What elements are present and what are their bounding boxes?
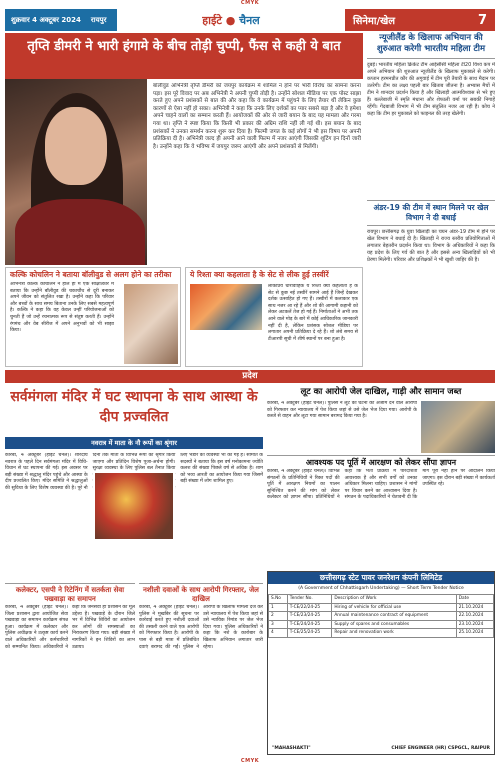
tender-table bbox=[268, 594, 494, 638]
lower-lead-headline: सर्वमंगला मंदिर में घट स्थापना के साथ आस्था के दीप प्रज्वलित bbox=[10, 389, 258, 425]
story-a-headline: कल्कि कोचलिन ने बताया बॉलीवुड से अलग होने का तरीका bbox=[10, 270, 172, 279]
story-b-box bbox=[185, 267, 363, 367]
table-cell: 21.10.2024 bbox=[456, 603, 493, 612]
table-cell: T-CE/22/24-25 bbox=[287, 603, 332, 612]
tender-title: छत्तीसगढ़ स्टेट पावर जनरेशन कंपनी लिमिटेड bbox=[268, 572, 494, 584]
table-cell: Tender No. bbox=[287, 595, 332, 604]
bottom-story2-headline: नशीली दवाओं के साथ आरोपी गिरफ्तार, जेल दाखिल bbox=[139, 583, 263, 604]
table-cell: Annual maintenance contract of equipment bbox=[332, 612, 456, 621]
table-cell: 22.10.2024 bbox=[456, 612, 493, 621]
lead-body: बॉलीवुड अभिनेत्री तृप्ति डीमरी को जयपुर कार्यक्रम में शामिल न होने पर भारी विरोध का सामना करना पड़ा। इस पूरे विवाद पर अब अभिनेत्री ने अपनी चुप्पी तोड़ी है। उन्होंने सोशल मीडिया पर एक पोस्ट साझा करते हुए अपने प्रशंसकों से बात की और कहा कि वे कार्यक्रम में पहुंचने के लिए तैयार थीं लेकिन कुछ कारणों से ऐसा नहीं हो सका। अभिनेत्री ने कहा कि उनके लिए दर्शकों का प्यार सबसे बड़ा है और वे हमेशा अपने चाहने वालों का सम्मान करती हैं। आयोजकों की ओर से जारी बयान के बाद यह मामला और गरमा गया था। तृप्ति ने स्पष्ट किया कि किसी भी प्रकार की अग्रिम राशि नहीं ली गई थी। इस बयान के बाद प्रशंसकों ने उनका समर्थन करना शुरू कर दिया है। फिल्मी जगत के कई लोगों ने भी इस विषय पर अपनी प्रतिक्रिया दी है। अभिनेत्री जल्द ही अपनी आने वाली फिल्म में नजर आएंगी जिसकी शूटिंग इन दिनों जारी है। उन्होंने कहा कि वे भविष्य में जयपुर जरूर आएंगी और अपने प्रशंसकों से मिलेंगी। bbox=[153, 83, 361, 150]
table-row bbox=[269, 629, 494, 638]
print-mark-top: CMYK bbox=[240, 0, 260, 6]
page-header bbox=[5, 9, 495, 31]
table-cell: 4 bbox=[269, 629, 288, 638]
table-cell: 2 bbox=[269, 612, 288, 621]
story-a-photo bbox=[124, 284, 178, 364]
header-dateline bbox=[5, 9, 117, 31]
right-story1-headline: न्यूजीलैंड के खिलाफ अभियान की शुरुआत करेगी भारतीय महिला टीम bbox=[367, 33, 495, 59]
header-city: रायपुर bbox=[90, 15, 107, 24]
story-b-headline: ये रिश्ता क्या कहलाता है के सेट से लीक हुई तस्वीरें bbox=[190, 270, 329, 279]
right-column bbox=[367, 33, 495, 315]
bottom-story2-body: कोरबा, 4 अक्टूबर (हाईटे चैनल)। पुलिस ने मुखबिर की सूचना पर कार्रवाई करते हुए नशीली दवाओं की तस्करी करने वाले एक आरोपी को गिरफ्तार किया है। आरोपी के पास से बड़ी मात्रा में प्रतिबंधित दवाएं बरामद की गईं। पुलिस ने आरोपी के खिलाफ मामला दर्ज कर उसे न्यायालय में पेश किया जहां से उसे न्यायिक रिमांड पर जेल भेज दिया गया। पुलिस अधिकारियों ने कहा कि नशे के कारोबार के खिलाफ अभियान लगातार जारी रहेगा। bbox=[139, 605, 263, 650]
mid-story1-headline: लूट का आरोपी जेल दाखिल, गाड़ी और सामान जब्त bbox=[300, 387, 462, 397]
table-cell: 25.10.2024 bbox=[456, 629, 493, 638]
table-cell: Date bbox=[456, 595, 493, 604]
bottom-story1-headline: कलेक्टर, एसपी ने रिटेनिंग में सतर्कता सेवा पखवाड़ा का समापन bbox=[5, 583, 135, 604]
table-row bbox=[269, 595, 494, 604]
lower-lead-body: कोरबा, 4 अक्टूबर (हाईटे चैनल)। शारदीय नवरात्र के पहले दिन सर्वमंगला मंदिर में विधि-विधान से घट स्थापना की गई। इस अवसर पर बड़ी संख्या में श्रद्धालु मंदिर पहुंचे और आस्था के दीप प्रज्वलित किए। मंदिर समिति ने श्रद्धालुओं की सुविधा के लिए विशेष व्यवस्था की है। पूरे नौ दिनों तक माता के विभिन्न रूपों का श्रृंगार किया जाएगा और प्रतिदिन विशेष पूजा-अर्चना होगी। सुरक्षा व्यवस्था के लिए पुलिस बल तैनात किया लिए भंडारे की व्यवस्था भी की गई है। समिति के सदस्यों ने बताया कि इस वर्ष मनोकामना ज्योति कलश की संख्या पिछले वर्ष से अधिक है। शाम को भव्य आरती का आयोजन किया गया जिसमें बड़ी संख्या में लोग शामिल हुए। bbox=[5, 453, 263, 491]
story-a-body: अभिनेत्री कल्कि कोचलिन ने हाल ही में एक साक्षात्कार में बताया कि उन्होंने बॉलीवुड की चकाचौंध से दूरी बनाकर अपने जीवन को संतुलित रखा है। उन्होंने कहा कि परिवार और बच्चों के साथ समय बिताना उनके लिए सबसे महत्वपूर्ण है। कल्कि ने कहा कि वह केवल उन्हीं परियोजनाओं को चुनती हैं जो उन्हें रचनात्मक रूप से संतुष्ट करती हैं। उन्होंने रंगमंच और वेब सीरीज में अपने अनुभवों को भी साझा किया। bbox=[10, 282, 114, 334]
page-number: 7 bbox=[477, 12, 487, 28]
lead-photo bbox=[5, 79, 147, 265]
table-cell: Hiring of vehicle for official use bbox=[332, 603, 456, 612]
logo-part-b: चैनल bbox=[239, 13, 260, 27]
lead-headline: तृप्ति डीमरी ने भारी हंगामे के बीच तोड़ी चुप्पी, फैंस से कही ये बात bbox=[5, 33, 363, 79]
table-cell: T-CE/24/24-25 bbox=[287, 620, 332, 629]
story-b-photo bbox=[190, 284, 262, 330]
print-mark-bottom: CMYK bbox=[240, 758, 260, 764]
section-tab bbox=[345, 9, 495, 31]
lower-lead-photo bbox=[93, 471, 175, 541]
mid-story2-headline: आवश्यक पद पूर्ति में आरक्षण को लेकर सौंपा ज्ञापन bbox=[267, 455, 495, 468]
mid-story2-body: कोरबा, 4 अक्टूबर (हाईटे चैनल)। विभिन्न संगठनों के प्रतिनिधियों ने रिक्त पदों की पूर्ति में आरक्षण नियमों का पालन सुनिश्चित करने की मांग को लेकर कलेक्टर को ज्ञापन सौंपा। प्रतिनिधियों ने कहा कि भर्ती प्रक्रिया में पारदर्शिता आवश्यक है और सभी वर्गों को उनका अधिकार मिलना चाहिए। प्रशासन ने मांगों पर विचार करने का आश्वासन दिया है। संगठन के पदाधिकारियों ने चेतावनी दी कि मांगें पूरी नहीं होने पर आंदोलन किया जाएगा। इस दौरान बड़ी संख्या में कार्यकर्ता उपस्थित रहे। bbox=[267, 469, 495, 501]
table-cell: 23.10.2024 bbox=[456, 620, 493, 629]
masthead-logo: हाईटे ● चैनल bbox=[117, 9, 345, 31]
header-date: शुक्रवार 4 अक्टूबर 2024 bbox=[11, 15, 81, 24]
section-band: प्रदेश bbox=[5, 370, 495, 383]
table-row bbox=[269, 620, 494, 629]
story-b-body: लोकप्रिय धारावाहिक ये रिश्ता क्या कहलाता है के सेट से कुछ नई तस्वीरें सामने आई हैं जिन्हें देखकर दर्शक उत्साहित हो गए हैं। तस्वीरों में कलाकार एक साथ नजर आ रहे हैं और शो की आगामी कहानी को लेकर अटकलें तेज हो गई हैं। निर्माताओं ने अभी तक आने वाले मोड़ के बारे में कोई आधिकारिक जानकारी नहीं दी है, लेकिन प्रशंसक सोशल मीडिया पर लगातार अपनी प्रतिक्रिया दे रहे हैं। शो लंबे समय से टीआरपी सूची में शीर्ष स्थानों पर बना हुआ है। bbox=[268, 284, 358, 342]
right-story2-body: रायपुर। छत्तीसगढ़ के युवा खिलाड़ी का चयन अंडर-19 टीम में होने पर खेल विभाग ने बधाई दी है। खिलाड़ी ने राज्य स्तरीय प्रतियोगिताओं में लगातार बेहतरीन प्रदर्शन किया था। विभाग के अधिकारियों ने कहा कि यह प्रदेश के लिए गर्व की बात है और इससे अन्य खिलाड़ियों को भी प्रेरणा मिलेगी। परिवार और प्रशिक्षकों ने भी खुशी जाहिर की है। bbox=[367, 229, 495, 263]
tender-mark: "MAHASHAKTI" bbox=[272, 746, 311, 751]
table-cell: Repair and renovation work bbox=[332, 629, 456, 638]
tender-signatory: CHIEF ENGINEER (HR) CSPGCL, RAIPUR bbox=[391, 746, 490, 751]
mid-story1-photo bbox=[421, 401, 495, 453]
table-cell: 3 bbox=[269, 620, 288, 629]
tender-subtitle: (A Government of Chhattisgarh Undertaking) — Short Term Tender Notice bbox=[298, 586, 464, 591]
table-cell: 1 bbox=[269, 603, 288, 612]
table-cell: T-CE/25/24-25 bbox=[287, 629, 332, 638]
table-row bbox=[269, 612, 494, 621]
table-row bbox=[269, 603, 494, 612]
tender-advertisement bbox=[267, 571, 495, 755]
newspaper-page bbox=[5, 9, 495, 757]
bottom-story1-body: कोरबा, 4 अक्टूबर (हाईटे चैनल)। जिला प्रशासन द्वारा आयोजित सेवा पखवाड़ा का समापन कार्यक्रम संपन्न हुआ। कार्यक्रम में कलेक्टर और पुलिस अधीक्षक ने उत्कृष्ट कार्य करने वाले अधिकारियों और कर्मचारियों को सम्मानित किया। अधिकारियों ने कहा कि जनसेवा ही प्रशासन का मूल उद्देश्य है। पखवाड़े के दौरान जिले भर में विभिन्न शिविरों का आयोजन कर लोगों की समस्याओं का निराकरण किया गया। बड़ी संख्या में नागरिकों ने इन शिविरों का लाभ उठाया। bbox=[5, 605, 135, 650]
table-cell: S.No bbox=[269, 595, 288, 604]
lower-lead-subhead: नवरात्र में माता के नौ रूपों का श्रृंगार bbox=[5, 437, 263, 449]
right-story1-body: दुबई। भारतीय महिला क्रिकेट टीम आईसीसी महिला टी20 विश्व कप में अपने अभियान की शुरुआत न्यूजीलैंड के खिलाफ मुकाबले से करेगी। कप्तान हरमनप्रीत कौर की अगुवाई में टीम पूरी तैयारी के साथ मैदान पर उतरेगी। टीम का लक्ष्य पहली बार खिताब जीतना है। अभ्यास मैचों में टीम ने शानदार प्रदर्शन किया है और खिलाड़ी आत्मविश्वास से भरे हुए हैं। बल्लेबाजी में स्मृति मंधाना और शेफाली वर्मा पर सबकी निगाहें रहेंगी। गेंदबाजी विभाग में भी टीम संतुलित नजर आ रही है। कोच ने कहा कि टीम हर मुकाबले को फाइनल की तरह खेलेगी। bbox=[367, 62, 495, 117]
right-story2-headline: अंडर-19 की टीम में स्थान मिलने पर खेल विभाग ने दी बधाई bbox=[367, 200, 495, 226]
table-cell: Description of Work bbox=[332, 595, 456, 604]
logo-part-a: हाईटे bbox=[202, 13, 222, 27]
section-name: सिनेमा/खेल bbox=[353, 16, 396, 27]
table-cell: Supply of spares and consumables bbox=[332, 620, 456, 629]
mid-story1-body: कोरबा, 4 अक्टूबर (हाईटे चैनल)। पुलिस ने लूट की घटना को अंजाम देने वाले आरोपी को गिरफ्तार कर न्यायालय में पेश किया जहां से उसे जेल भेज दिया गया। आरोपी के कब्जे से वाहन और लूटा गया सामान बरामद किया गया है। bbox=[267, 401, 417, 420]
story-a-box bbox=[5, 267, 181, 367]
table-cell: T-CE/23/24-25 bbox=[287, 612, 332, 621]
